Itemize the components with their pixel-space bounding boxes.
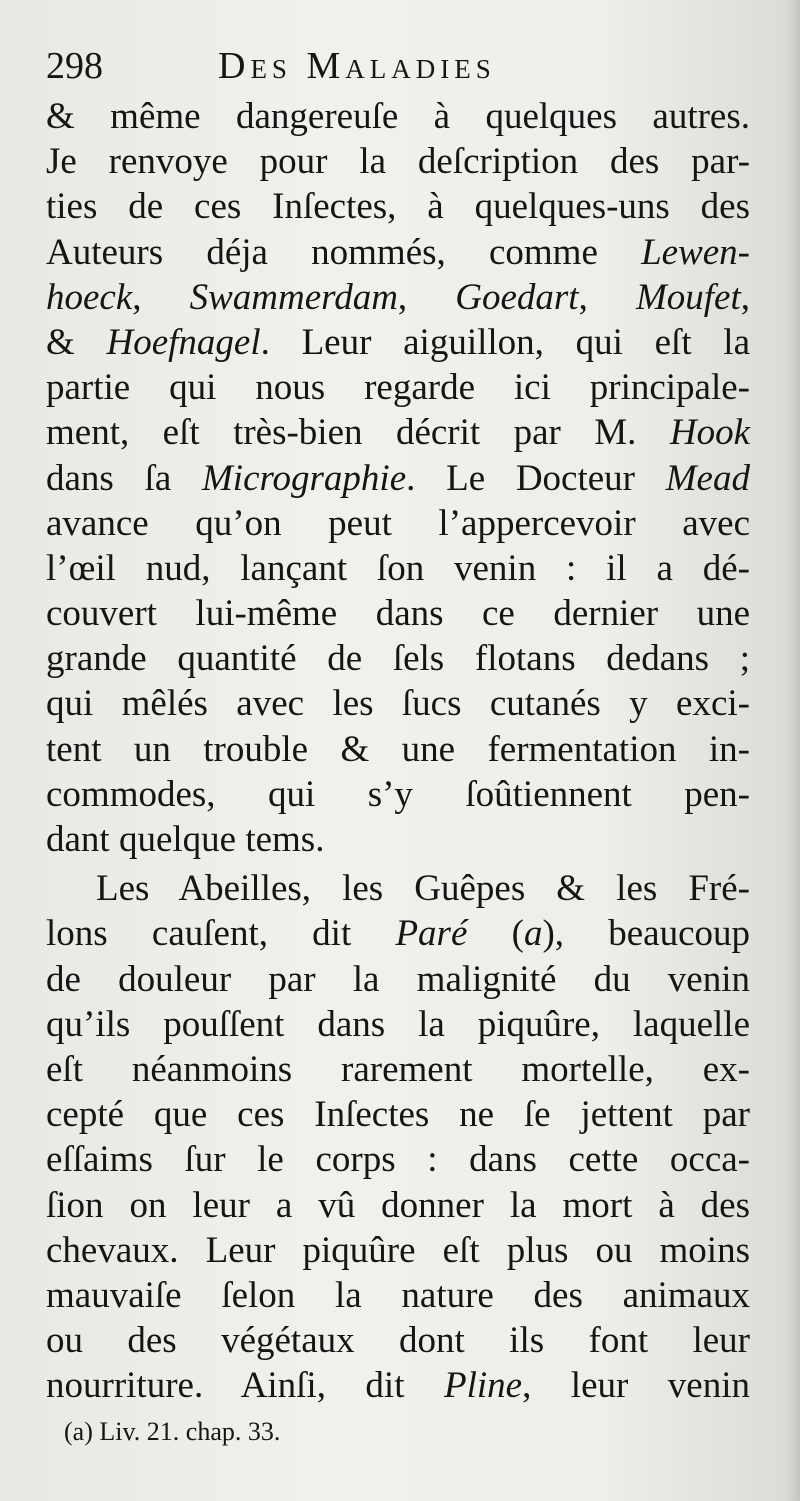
text-line [46, 911, 750, 956]
italic-text-segment: Goedart [455, 276, 579, 318]
text-segment: lons cauſent, dit [46, 913, 396, 955]
text-line [46, 1228, 750, 1273]
text-line [46, 1318, 750, 1363]
footnote-marker: (a) [64, 1417, 93, 1446]
body-text [46, 94, 750, 1408]
text-line [46, 636, 750, 681]
text-segment: . Leur aiguillon, qui eſt la [260, 321, 751, 363]
italic-text-segment: Hoefnagel [106, 321, 261, 363]
italic-text-segment: Micrographie [201, 457, 407, 499]
text-line [46, 1273, 750, 1318]
text-line [46, 1183, 750, 1228]
text-segment: ou des végétaux dont ils font leur [46, 1320, 750, 1362]
text-segment: , [740, 276, 750, 318]
italic-text-segment: Mead [665, 457, 750, 499]
text-line [46, 1092, 750, 1137]
text-segment: nourriture. Ainſi, dit [46, 1365, 444, 1407]
text-segment: dant quelque tems. [46, 819, 325, 860]
text-line [46, 94, 750, 139]
text-line [46, 546, 750, 591]
text-line [46, 957, 750, 1002]
text-segment: tent un trouble & une fermentation in- [46, 728, 750, 770]
text-segment: chevaux. Leur piquûre eſt plus ou moins [46, 1229, 750, 1271]
text-segment: ( [467, 913, 524, 955]
text-line [46, 365, 750, 410]
text-line [46, 456, 750, 501]
text-line [46, 184, 750, 229]
text-segment: Je renvoye pour la deſcription des par- [46, 141, 750, 183]
italic-text-segment: Moufet [635, 276, 741, 318]
text-line [46, 727, 750, 772]
text-segment: Auteurs déja nommés, comme [46, 231, 642, 273]
text-segment: ), beaucoup [542, 913, 750, 955]
text-line [46, 501, 750, 546]
text-line [46, 139, 750, 184]
text-segment: eſt néanmoins rarement mortelle, ex- [46, 1048, 750, 1090]
text-line [46, 591, 750, 636]
italic-text-segment: Paré [395, 913, 468, 955]
text-line [46, 1002, 750, 1047]
text-line [46, 230, 750, 275]
text-segment: , [578, 276, 636, 318]
italic-text-segment: Hook [669, 412, 750, 454]
text-line [46, 817, 750, 862]
text-segment: ment, eſt très-bien décrit par M. [46, 412, 670, 454]
footnote [64, 1412, 280, 1452]
text-line [46, 410, 750, 455]
text-segment: & même dangereuſe à quelques autres. [46, 96, 750, 137]
text-segment: ties de ces Inſectes, à quelques-uns des [46, 186, 750, 228]
text-segment: partie qui nous regarde ici principale- [46, 367, 750, 409]
text-segment: couvert lui-même dans ce dernier une [46, 593, 750, 635]
text-segment: de douleur par la malignité du venin [46, 958, 750, 1000]
text-segment: Les Abeilles, les Guêpes & les Fré- [96, 868, 750, 910]
text-segment: eſſaims ſur le corps : dans cette occa- [46, 1139, 750, 1181]
text-segment: . Le Docteur [406, 457, 666, 499]
page-edge-shadow [786, 0, 800, 1501]
text-segment: & [46, 321, 107, 363]
italic-text-segment: a [523, 913, 543, 955]
running-head [46, 40, 746, 92]
text-line [46, 320, 750, 365]
page-number: 298 [46, 45, 103, 87]
text-segment: l’œil nud, lançant ſon venin : il a dé- [46, 547, 750, 589]
text-segment: qu’ils pouſſent dans la piquûre, laquelle [46, 1003, 750, 1045]
text-line [46, 772, 750, 817]
text-segment: avance qu’on peut l’appercevoir avec [46, 502, 750, 544]
running-title: Des Maladies [218, 45, 496, 87]
text-segment: ſion on leur a vû donner la mort à des [46, 1184, 750, 1226]
text-segment: , leur venin [522, 1365, 750, 1407]
text-segment: cepté que ces Inſectes ne ſe jettent par [46, 1094, 750, 1136]
text-line [46, 1137, 750, 1182]
footnote-text: Liv. 21. chap. 33. [99, 1417, 281, 1446]
text-segment: qui mêlés avec les ſucs cutanés y exci- [46, 683, 750, 725]
text-segment: dans ſa [46, 457, 202, 499]
text-line [46, 866, 750, 911]
text-line [46, 275, 750, 320]
text-segment: , [132, 276, 190, 318]
italic-text-segment: Swammerdam [189, 276, 398, 318]
text-line [46, 681, 750, 726]
italic-text-segment: Pline [443, 1365, 523, 1407]
text-segment: , [397, 276, 456, 318]
text-segment: mauvaiſe ſelon la nature des animaux [46, 1274, 750, 1316]
text-segment: commodes, qui s’y ſoûtiennent pen- [46, 773, 750, 815]
italic-text-segment: Lewen- [641, 231, 750, 273]
italic-text-segment: hoeck [46, 276, 133, 318]
text-line [46, 1363, 750, 1408]
text-line [46, 1047, 750, 1092]
text-segment: grande quantité de ſels flotans dedans ; [46, 638, 750, 680]
